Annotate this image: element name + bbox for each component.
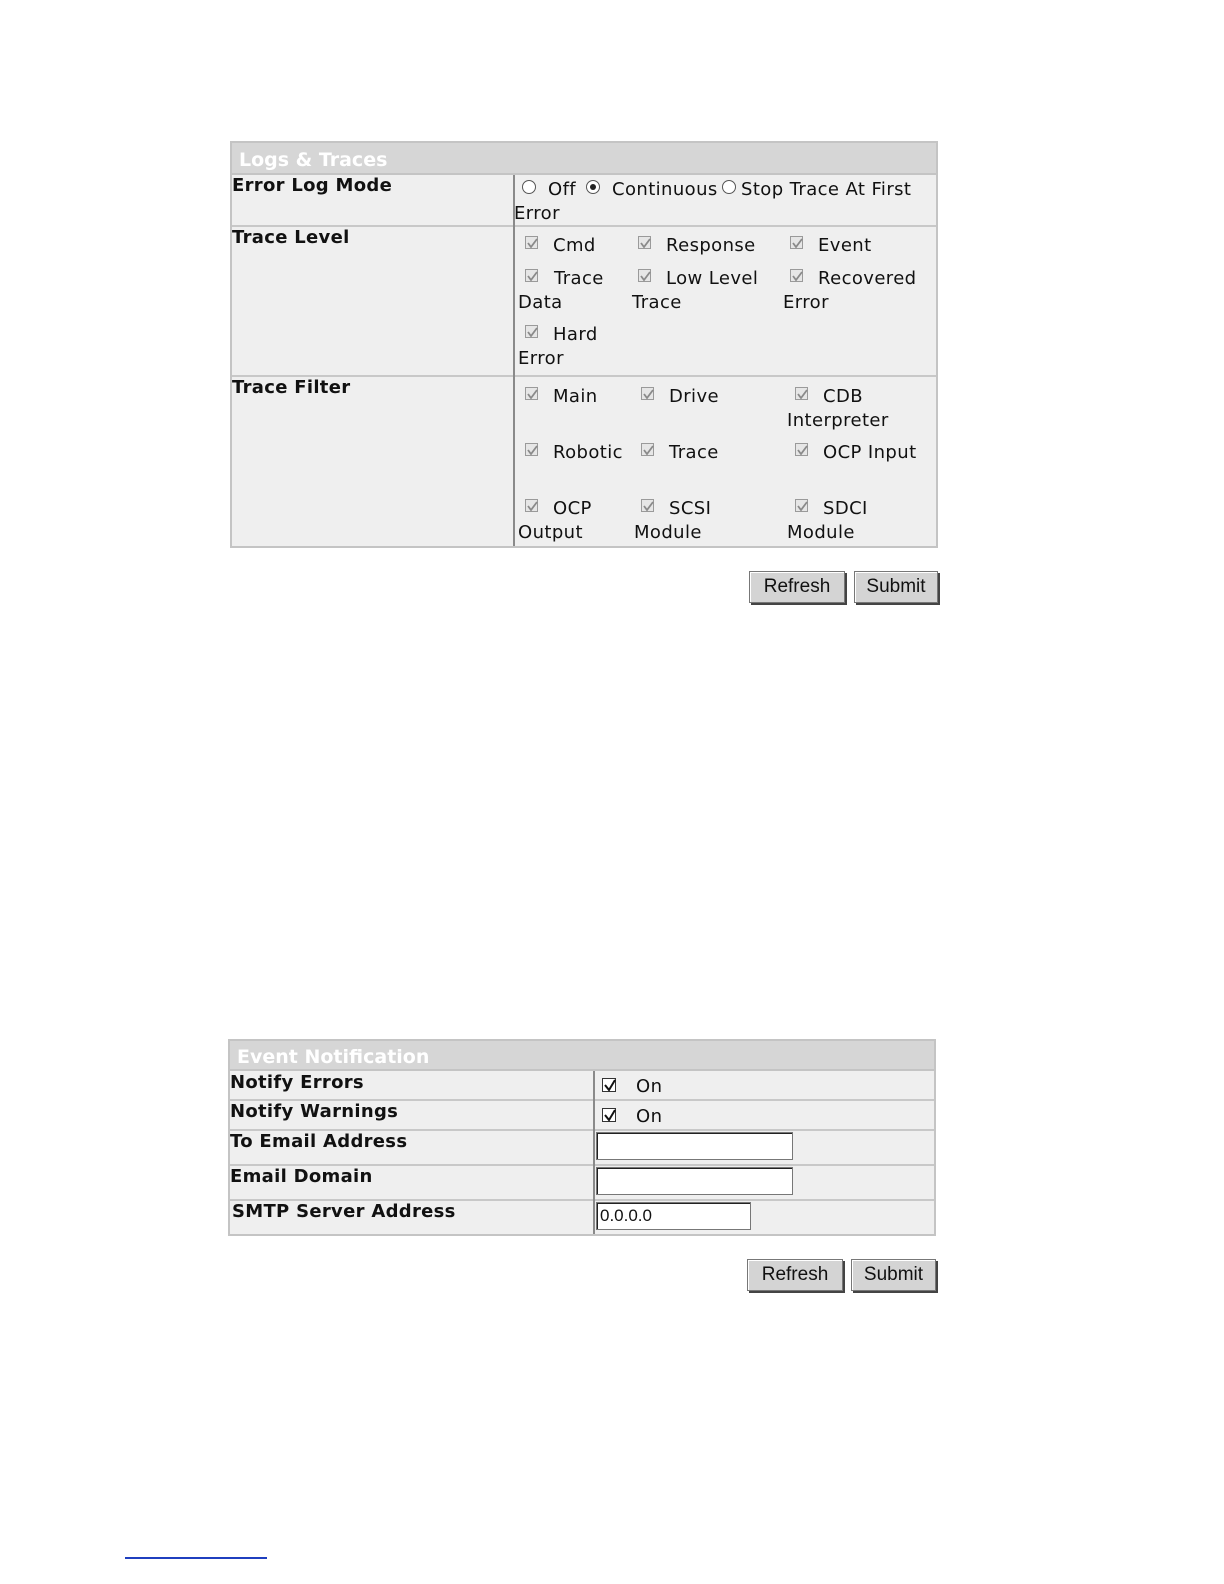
event-refresh-button[interactable]: Refresh — [747, 1259, 843, 1291]
trace-level-recovered-error-label: Recovered — [818, 268, 917, 289]
trace-level-cmd-checkbox[interactable] — [525, 236, 538, 249]
radio-stop-trace-label-wrap: Error — [514, 203, 560, 224]
trace-level-event-label: Event — [818, 235, 872, 256]
event-notification-panel — [228, 1039, 936, 1236]
trace-filter-drive-checkbox[interactable] — [641, 387, 654, 400]
trace-level-cmd-label: Cmd — [553, 235, 596, 256]
logs-refresh-button[interactable]: Refresh — [749, 571, 845, 603]
trace-filter-main-label: Main — [553, 386, 598, 407]
radio-off[interactable] — [522, 180, 536, 194]
trace-filter-trace-checkbox[interactable] — [641, 443, 654, 456]
trace-filter-robotic-label: Robotic — [553, 442, 623, 463]
trace-filter-sdci-module-checkbox[interactable] — [795, 499, 808, 512]
radio-stop-trace-label: Stop Trace At First — [741, 179, 912, 200]
notify-errors-on-label: On — [636, 1076, 663, 1097]
trace-level-hard-error-checkbox[interactable] — [525, 325, 538, 338]
trace-filter-cdb-interpreter-checkbox[interactable] — [795, 387, 808, 400]
trace-filter-trace-label: Trace — [669, 442, 719, 463]
logs-traces-title: Logs & Traces — [232, 143, 936, 175]
trace-level-low-level-trace-checkbox[interactable] — [638, 269, 651, 282]
event-submit-button[interactable]: Submit — [851, 1259, 936, 1291]
notify-warnings-checkbox[interactable] — [602, 1108, 616, 1122]
to-email-input[interactable] — [596, 1132, 793, 1160]
trace-filter-label: Trace Filter — [232, 377, 351, 398]
trace-filter-sdci-module-label-wrap: Module — [787, 522, 855, 543]
trace-level-recovered-error-label-wrap: Error — [783, 292, 829, 313]
trace-level-event-checkbox[interactable] — [790, 236, 803, 249]
notify-warnings-on-label: On — [636, 1106, 663, 1127]
trace-level-response-label: Response — [666, 235, 756, 256]
email-domain-label: Email Domain — [230, 1166, 373, 1187]
trace-filter-cdb-interpreter-label: CDB — [823, 386, 863, 407]
trace-level-recovered-error-checkbox[interactable] — [790, 269, 803, 282]
trace-filter-sdci-module-label: SDCI — [823, 498, 868, 519]
footnote-separator — [125, 1557, 267, 1559]
column-divider — [513, 175, 515, 546]
trace-filter-main-checkbox[interactable] — [525, 387, 538, 400]
error-log-mode-label: Error Log Mode — [232, 175, 393, 196]
email-domain-input[interactable] — [596, 1167, 793, 1195]
trace-level-hard-error-label-wrap: Error — [518, 348, 564, 369]
notify-errors-label: Notify Errors — [230, 1072, 364, 1093]
radio-continuous-label: Continuous — [612, 179, 718, 200]
trace-filter-scsi-module-label-wrap: Module — [634, 522, 702, 543]
trace-filter-scsi-module-label: SCSI — [669, 498, 712, 519]
trace-filter-ocp-output-label-wrap: Output — [518, 522, 583, 543]
trace-level-low-level-trace-label-wrap: Trace — [632, 292, 682, 313]
trace-level-trace-data-label: Trace — [554, 268, 604, 289]
event-notification-title: Event Notification — [230, 1041, 934, 1071]
trace-level-low-level-trace-label: Low Level — [666, 268, 759, 289]
trace-level-hard-error-label: Hard — [553, 324, 598, 345]
logs-submit-button[interactable]: Submit — [854, 571, 938, 603]
column-divider — [593, 1071, 595, 1234]
trace-level-trace-data-label-wrap: Data — [518, 292, 563, 313]
notify-warnings-label: Notify Warnings — [230, 1101, 399, 1122]
radio-continuous[interactable] — [586, 180, 600, 194]
trace-filter-ocp-input-checkbox[interactable] — [795, 443, 808, 456]
trace-filter-robotic-checkbox[interactable] — [525, 443, 538, 456]
to-email-label: To Email Address — [230, 1131, 408, 1152]
trace-level-label: Trace Level — [232, 227, 350, 248]
trace-filter-ocp-input-label: OCP Input — [823, 442, 917, 463]
trace-filter-ocp-output-checkbox[interactable] — [525, 499, 538, 512]
smtp-server-input[interactable]: 0.0.0.0 — [596, 1202, 751, 1230]
trace-filter-scsi-module-checkbox[interactable] — [641, 499, 654, 512]
trace-filter-drive-label: Drive — [669, 386, 719, 407]
smtp-server-label: SMTP Server Address — [232, 1201, 456, 1222]
trace-level-trace-data-checkbox[interactable] — [525, 269, 538, 282]
radio-off-label: Off — [548, 179, 577, 200]
logs-traces-panel — [230, 141, 938, 548]
radio-stop-trace[interactable] — [722, 180, 736, 194]
trace-filter-cdb-interpreter-label-wrap: Interpreter — [787, 410, 889, 431]
trace-filter-ocp-output-label: OCP — [553, 498, 592, 519]
trace-level-response-checkbox[interactable] — [638, 236, 651, 249]
notify-errors-checkbox[interactable] — [602, 1078, 616, 1092]
